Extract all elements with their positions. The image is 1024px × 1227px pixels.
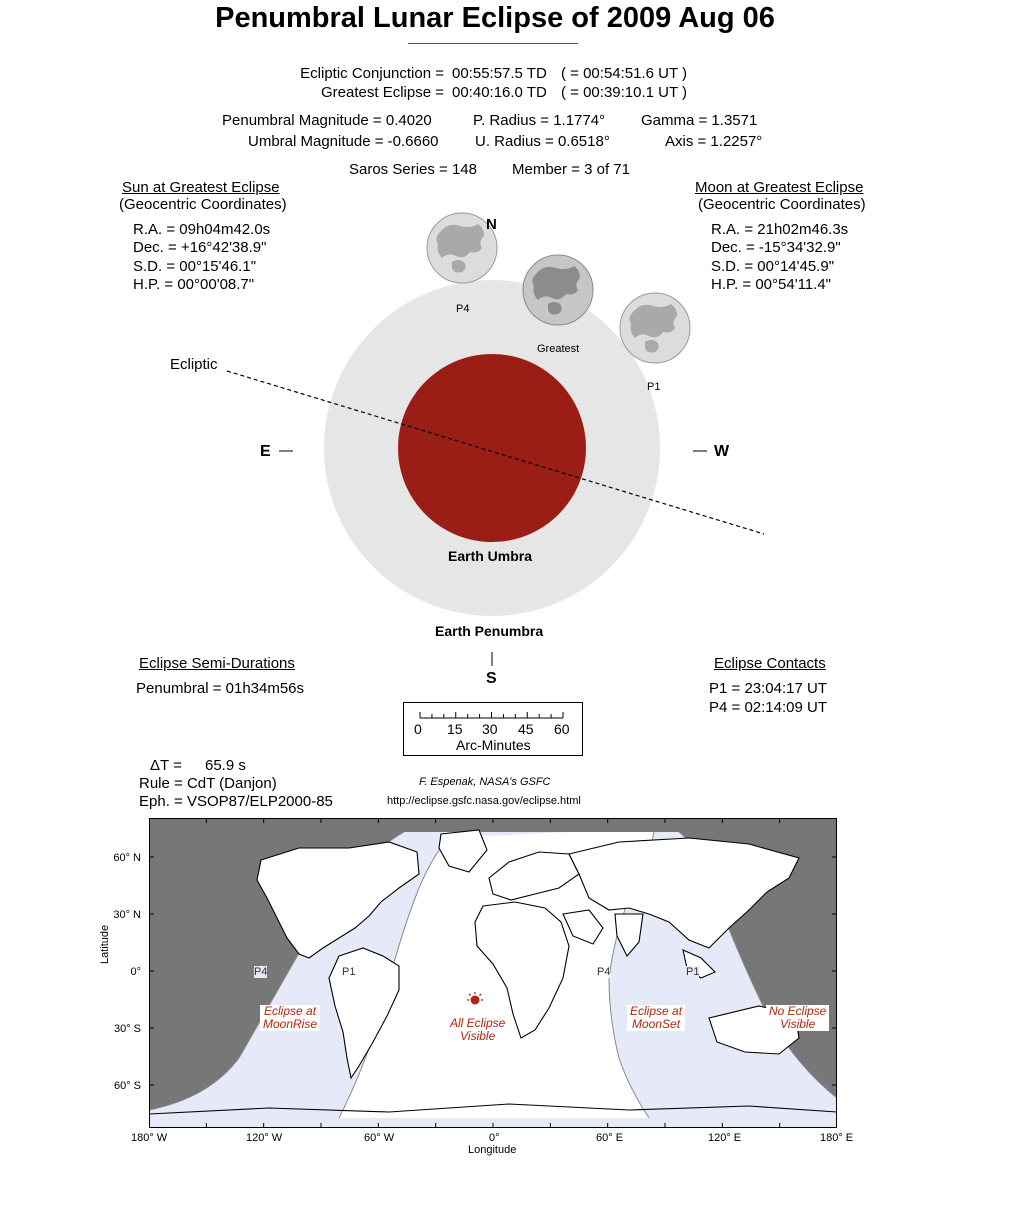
ecliptic-conjunction-label: Ecliptic Conjunction = [300,65,444,82]
moon-p4-label: P4 [456,303,470,315]
greatest-eclipse-td: 00:40:16.0 TD [452,84,547,101]
earth-umbra-disc [398,354,586,542]
sun-coordinates-note: (Geocentric Coordinates) [119,196,287,213]
scale-tick-15: 15 [447,721,463,737]
umbral-magnitude: Umbral Magnitude = -0.6660 [248,133,439,150]
page-title: Penumbral Lunar Eclipse of 2009 Aug 06 [215,2,775,34]
scale-label: Arc-Minutes [456,737,531,753]
region-no-eclipse-line1: No Eclipse [769,1004,827,1018]
delta-t-value: 65.9 s [205,757,246,774]
earth-penumbra-label: Earth Penumbra [435,623,544,639]
lat-tick-0: 0° [130,966,141,978]
lat-tick-30n: 30° N [113,909,141,921]
moon-heading: Moon at Greatest Eclipse [695,179,864,196]
axis: Axis = 1.2257° [665,133,763,150]
lon-tick-120w: 120° W [246,1132,283,1144]
moon-greatest-label: Greatest [537,343,580,355]
contact-p1: P1 = 23:04:17 UT [709,680,827,697]
region-all-visible-line2: Visible [460,1029,496,1043]
p-radius: P. Radius = 1.1774° [473,112,606,129]
lon-tick-60e: 60° E [596,1132,624,1144]
west-label: W [714,443,730,460]
map-y-axis-label: Latitude [99,924,111,964]
map-p4-left-label: P4 [254,966,268,978]
region-moonrise-line1: Eclipse at [264,1004,317,1018]
lon-tick-180w: 180° W [131,1132,168,1144]
scale-tick-0: 0 [414,721,422,737]
region-moonrise-label [260,1005,320,1031]
region-moonrise-line2: MoonRise [263,1017,318,1031]
ecliptic-conjunction-td: 00:55:57.5 TD [452,65,547,82]
lat-tick-60s: 60° S [113,1080,141,1092]
map-p1-right-label: P1 [686,966,700,978]
moon-p1-label: P1 [647,381,661,393]
credit: F. Espenak, NASA's GSFC [419,776,551,788]
map-x-axis-label: Longitude [468,1144,517,1156]
contact-p4: P4 = 02:14:09 UT [709,699,827,716]
lon-tick-180e: 180° E [820,1132,854,1144]
region-no-eclipse-line2: Visible [780,1017,816,1031]
u-radius: U. Radius = 0.6518° [475,133,610,150]
greatest-eclipse-label: Greatest Eclipse = [321,84,444,101]
visibility-map [149,818,837,1128]
scale-tick-30: 30 [482,721,498,737]
sun-dec: Dec. = +16°42'38.9" [133,239,267,256]
scale-tick-60: 60 [554,721,570,737]
east-label: E [260,443,271,460]
gamma: Gamma = 1.3571 [641,112,758,129]
lat-tick-60n: 60° N [113,852,141,864]
sun-sd: S.D. = 00°15'46.1" [133,258,257,275]
lat-tick-30s: 30° S [113,1023,141,1035]
moon-greatest [523,255,593,325]
penumbral-duration: Penumbral = 01h34m56s [136,680,305,697]
region-moonset-label [627,1005,685,1031]
source-url: http://eclipse.gsfc.nasa.gov/eclipse.html [387,795,581,807]
scale-tick-45: 45 [518,721,534,737]
region-all-visible-label [447,1017,508,1043]
saros-member: Member = 3 of 71 [512,161,630,178]
delta-t-label: ΔT = [150,757,182,774]
saros-series: Saros Series = 148 [349,161,477,178]
south-label: S [486,670,497,687]
moon-ra: R.A. = 21h02m46.3s [711,221,849,238]
greatest-eclipse-ut: ( = 00:39:10.1 UT ) [561,84,688,101]
ephemeris: Eph. = VSOP87/ELP2000-85 [139,793,333,810]
lon-tick-0: 0° [489,1132,500,1144]
map-p4-right-label: P4 [597,966,611,978]
moon-p1 [620,293,690,363]
moon-hp: H.P. = 00°54'11.4" [711,276,831,293]
region-moonset-line2: MoonSet [632,1017,681,1031]
sun-heading: Sun at Greatest Eclipse [122,179,280,196]
region-all-visible-line1: All Eclipse [450,1016,506,1030]
sun-hp: H.P. = 00°00'08.7" [133,276,255,293]
north-label: N [486,216,497,233]
moon-sd: S.D. = 00°14'45.9" [711,258,835,275]
moon-coordinates-note: (Geocentric Coordinates) [698,196,866,213]
ecliptic-conjunction-ut: ( = 00:54:51.6 UT ) [561,65,688,82]
contacts-heading: Eclipse Contacts [714,655,826,672]
sun-ra: R.A. = 09h04m42.0s [133,221,271,238]
lon-tick-120e: 120° E [708,1132,742,1144]
earth-umbra-label: Earth Umbra [448,548,533,564]
semi-durations-heading: Eclipse Semi-Durations [139,655,295,672]
map-p1-left-label: P1 [342,966,356,978]
lon-tick-60w: 60° W [364,1132,395,1144]
penumbral-magnitude: Penumbral Magnitude = 0.4020 [222,112,432,129]
rule: Rule = CdT (Danjon) [139,775,277,792]
moon-dec: Dec. = -15°34'32.9" [711,239,841,256]
region-moonset-line1: Eclipse at [630,1004,683,1018]
region-no-eclipse-label [766,1005,829,1031]
ecliptic-label: Ecliptic [170,356,218,373]
